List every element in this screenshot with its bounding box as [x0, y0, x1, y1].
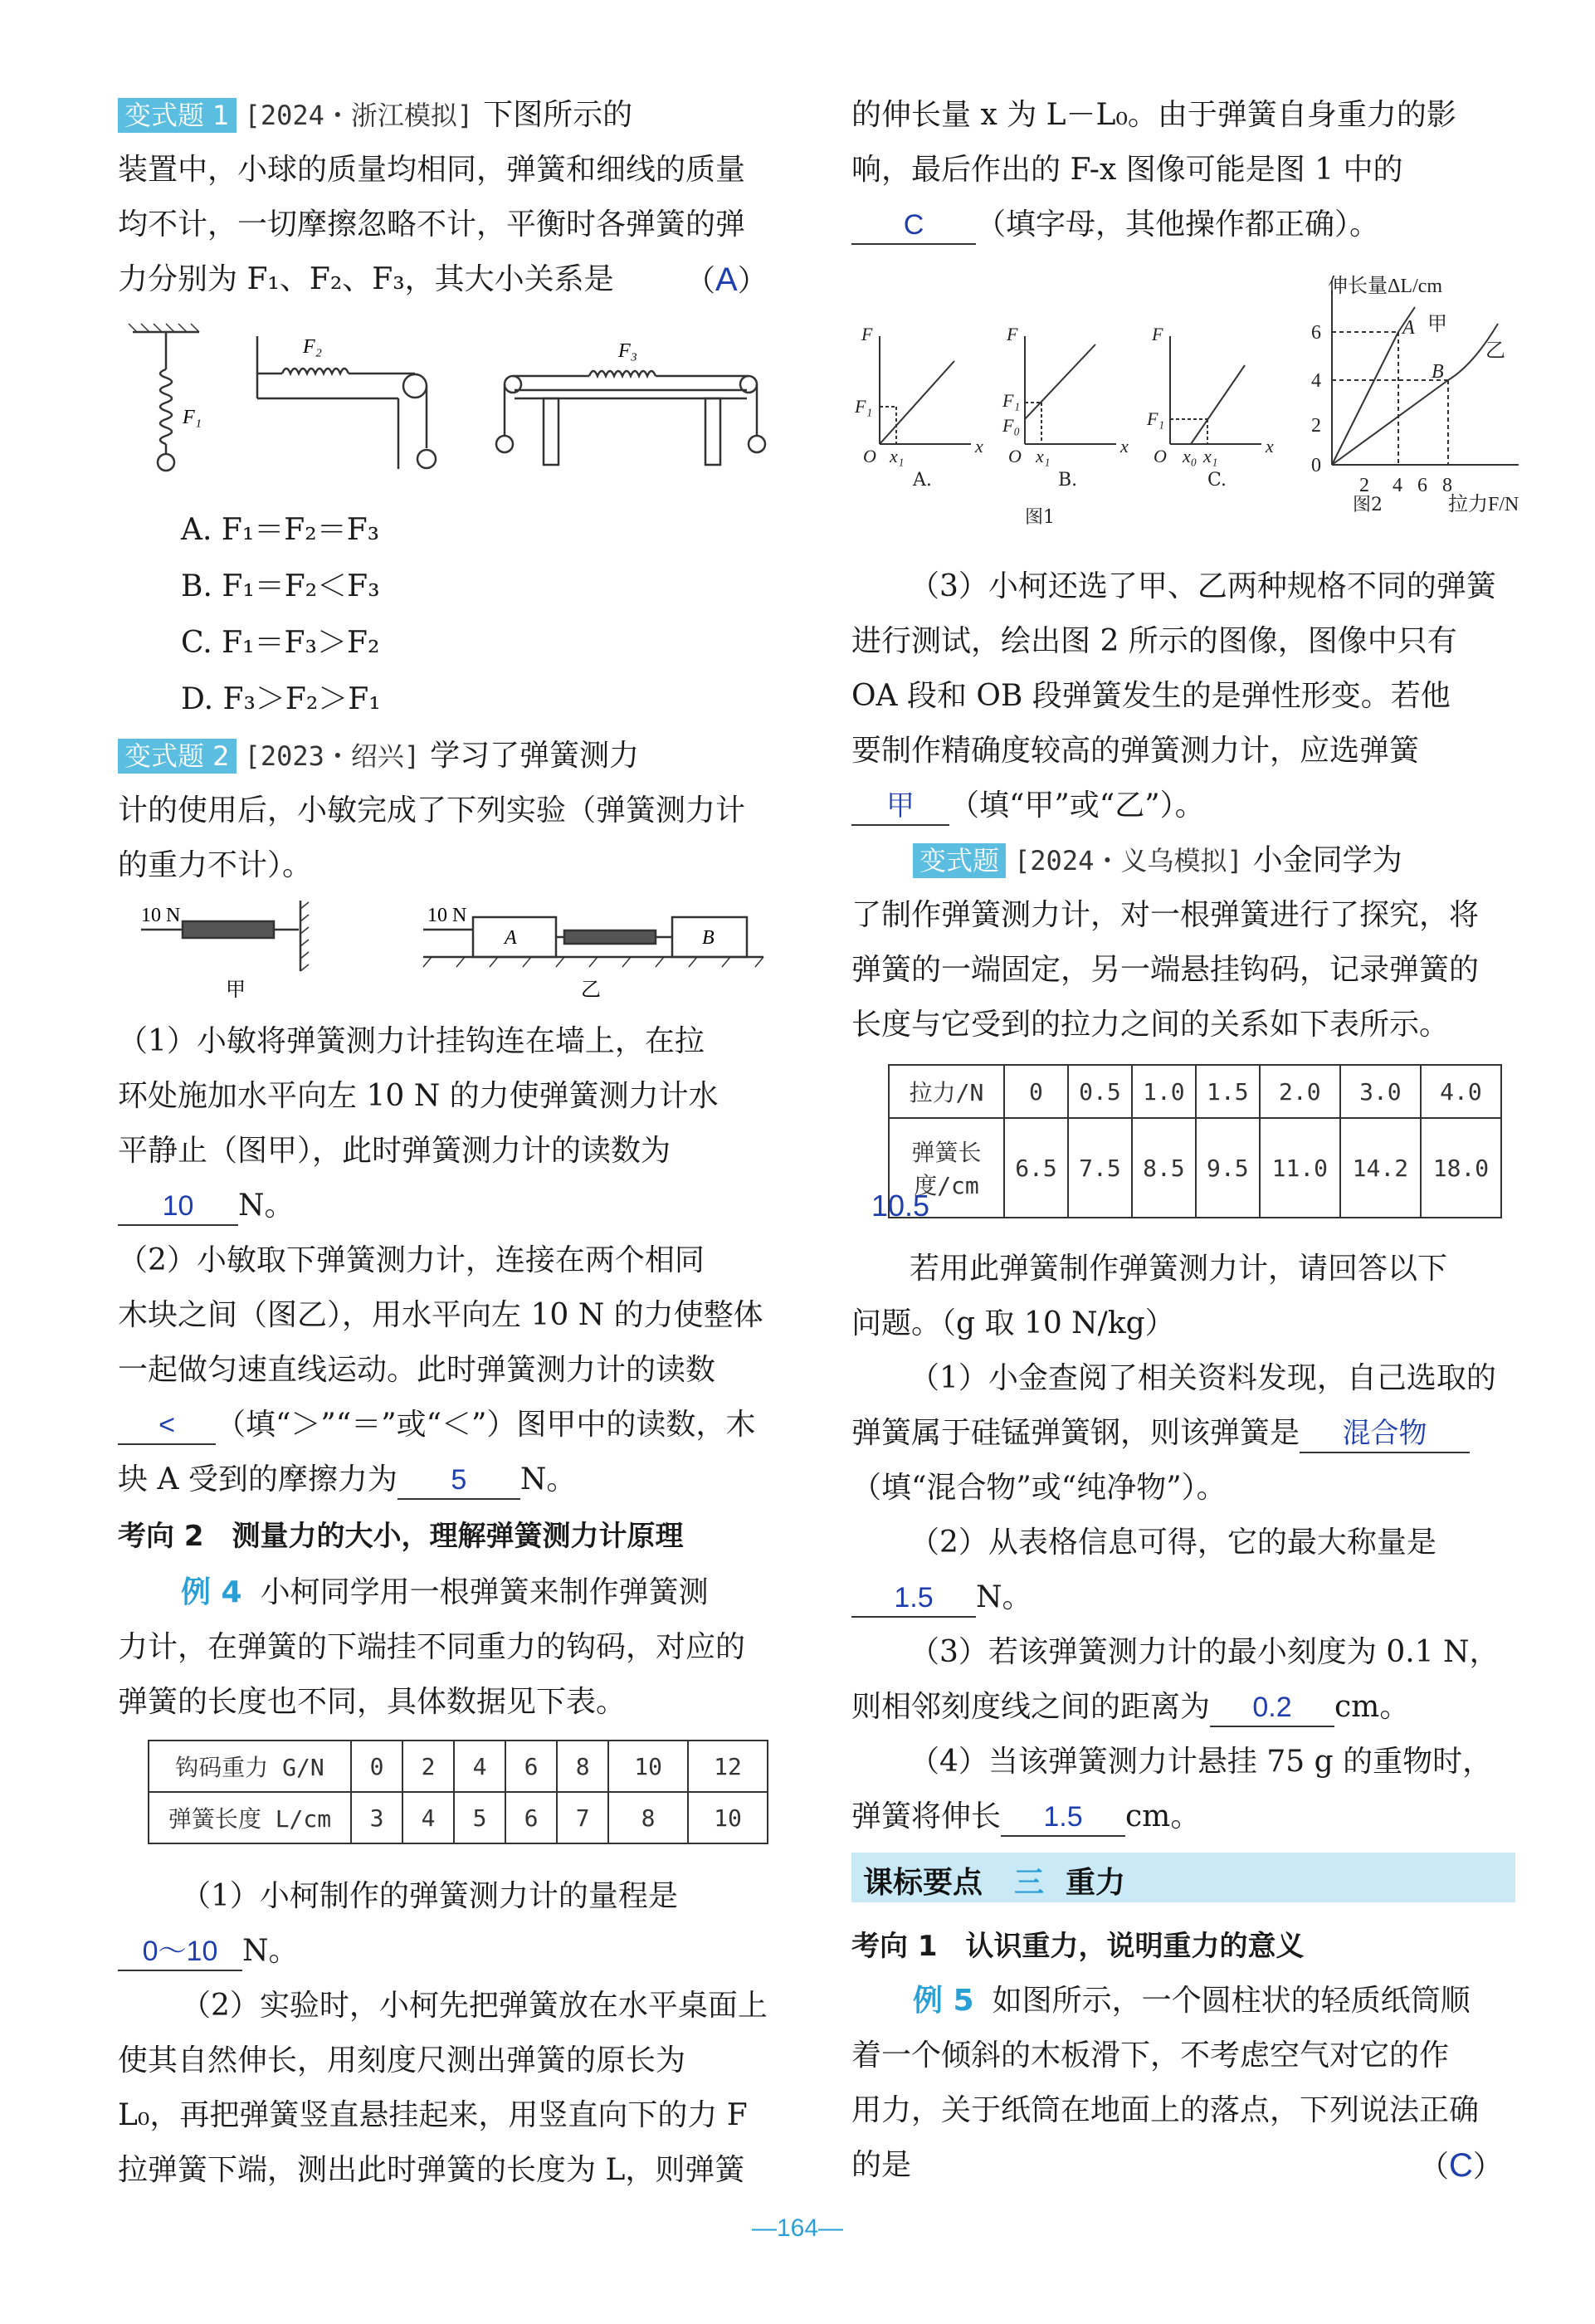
table-cell: 5 [454, 1792, 505, 1843]
text-line: 环处施加水平向左 10 N 的力使弹簧测力计水 [118, 1079, 719, 1113]
line-yi: 乙 [1485, 340, 1505, 362]
answer-blank: < [118, 1407, 216, 1445]
answer-blank: C [851, 207, 976, 245]
table-cell: 2 [402, 1741, 454, 1792]
label-x0: x₀ [1183, 446, 1197, 466]
example5-first-line [913, 1974, 1471, 2029]
handwritten-note: 10.5 [871, 1189, 930, 1223]
answer-blank: 混合物 [1300, 1415, 1470, 1453]
answer-line [118, 1452, 576, 1507]
origin: O [863, 446, 876, 466]
table-cell: 0 [351, 1741, 402, 1792]
answer-line [118, 1179, 295, 1233]
table-header: 拉力/N [889, 1065, 1004, 1118]
text: 块 A 受到的摩擦力为 [118, 1462, 398, 1496]
text-line: 弹簧的长度也不同，具体数据见下表。 [118, 1685, 627, 1719]
axis-x: x [1120, 436, 1129, 456]
text-line: 拉弹簧下端，测出此时弹簧的长度为 L，则弹簧 [118, 2153, 745, 2187]
force-label: 10 N [427, 905, 467, 926]
text: （填字母，其他操作都正确）。 [976, 208, 1380, 242]
table-cell: 4 [402, 1792, 454, 1843]
table-cell: 3 [351, 1792, 402, 1843]
table-cell: 0.5 [1068, 1065, 1132, 1118]
x-axis-label: 拉力F/N [1448, 494, 1519, 515]
answer-blank: 0.2 [1210, 1689, 1334, 1727]
answer-line [118, 1398, 755, 1452]
label-x1: x₁ [1203, 446, 1218, 466]
table-cell: 8 [608, 1792, 688, 1843]
table-cell: 8 [557, 1741, 608, 1792]
table-cell: 11.0 [1260, 1118, 1340, 1218]
table-cell: 1.0 [1132, 1065, 1196, 1118]
unit: N。 [976, 1580, 1032, 1614]
answer-value: A [715, 261, 738, 298]
unit: cm。 [1125, 1799, 1201, 1833]
table-cell: 4 [454, 1741, 505, 1792]
label-x1: x₁ [890, 446, 905, 466]
section-heading: 考向 2 测量力的大小，理解弹簧测力计原理 [118, 1520, 684, 1553]
line-jia: 甲 [1427, 314, 1447, 335]
graph-label-a: A. [913, 470, 932, 491]
section-topic: 重力 [1066, 1866, 1126, 1900]
text: 小柯同学用一根弹簧来制作弹簧测 [260, 1575, 709, 1609]
spring-setups-figure [124, 320, 772, 481]
header-part: 度/cm [914, 1172, 979, 1199]
table-cell: 10 [688, 1792, 768, 1843]
text-line: 的是 [851, 2148, 912, 2182]
label-f1: F₁ [1002, 390, 1021, 411]
answer-value: C [1449, 2147, 1473, 2184]
table-cell: 12 [688, 1741, 768, 1792]
source: [2024・浙江模拟] [244, 100, 474, 131]
y-tick: 2 [1311, 415, 1321, 437]
text-line: （3）若该弹簧测力计的最小刻度为 0.1 N， [910, 1635, 1500, 1669]
text-line: （2）小敏取下弹簧测力计，连接在两个相同 [118, 1243, 705, 1277]
section-title: 课标要点 [863, 1866, 983, 1900]
variant-tag: 变式题 1 [118, 98, 237, 133]
text-line: 学习了弹簧测力 [430, 739, 640, 773]
text-line: 着一个倾斜的木板滑下，不考虑空气对它的作 [851, 2038, 1450, 2073]
text-line: 若用此弹簧制作弹簧测力计，请回答以下 [910, 1252, 1448, 1286]
text-line: 了制作弹簧测力计，对一根弹簧进行了探究，将 [851, 898, 1480, 932]
text-line: （1）小柯制作的弹簧测力计的量程是 [181, 1879, 678, 1913]
x-tick: 6 [1417, 475, 1427, 496]
text-line: L₀，再把弹簧竖直悬挂起来，用竖直向下的力 F [118, 2098, 748, 2132]
block-a-label: A [505, 927, 517, 949]
force-length-table [888, 1064, 1502, 1218]
graph-label-b: B. [1058, 470, 1078, 491]
y-tick: 4 [1311, 370, 1321, 392]
text-line: OA 段和 OB 段弹簧发生的是弹性形变。若他 [851, 679, 1451, 713]
table-cell: 1.5 [1196, 1065, 1260, 1118]
y-tick: 0 [1311, 455, 1321, 476]
unit: N。 [242, 1934, 299, 1968]
table-header: 弹簧长度 L/cm [149, 1792, 351, 1843]
text: 弹簧属于硅锰弹簧钢，则该弹簧是 [851, 1416, 1300, 1450]
section-heading: 考向 1 认识重力，说明重力的意义 [851, 1930, 1305, 1963]
text-line: 使其自然伸长，用刻度尺测出弹簧的原长为 [118, 2043, 686, 2077]
label-f2: F₂ [303, 336, 323, 358]
text-line: 均不计，一切摩擦忽略不计，平衡时各弹簧的弹 [118, 208, 746, 242]
option-d: D. F₃＞F₂＞F₁ [181, 682, 381, 716]
unit: cm。 [1334, 1690, 1410, 1724]
example4-first-line [181, 1565, 709, 1620]
graph-label-c: C. [1207, 470, 1227, 491]
caption-yi: 乙 [581, 978, 601, 1001]
text-line: 进行测试，绘出图 2 所示的图像，图像中只有 [851, 624, 1457, 658]
weight-length-table [148, 1740, 768, 1844]
figure1-graphs [855, 320, 1286, 535]
force-label: 10 N [141, 905, 181, 926]
table-cell: 10 [608, 1741, 688, 1792]
text-line: 弹簧的一端固定，另一端悬挂钩码，记录弹簧的 [851, 953, 1480, 987]
text-line: （3）小柯还选了甲、乙两种规格不同的弹簧 [910, 569, 1496, 603]
axis-x: x [975, 436, 983, 456]
text-line: 木块之间（图乙），用水平向左 10 N 的力使整体 [118, 1298, 763, 1332]
table-cell: 7.5 [1068, 1118, 1132, 1218]
unit: N。 [519, 1462, 577, 1496]
table-cell: 18.0 [1421, 1118, 1501, 1218]
label-f0: F₀ [1002, 415, 1021, 436]
caption-jia: 甲 [226, 978, 246, 1001]
text-line: 长度与它受到的拉力之间的关系如下表所示。 [851, 1008, 1450, 1042]
source: [2024・义乌模拟] [1014, 845, 1243, 876]
point-a: A [1402, 317, 1415, 339]
text: 则相邻刻度线之间的距离为 [851, 1690, 1211, 1724]
answer-blank: 0～10 [118, 1933, 242, 1971]
answer-line [851, 1406, 1470, 1461]
figure-caption: 图1 [1025, 507, 1055, 528]
label-f3: F₃ [618, 340, 638, 362]
section-banner [851, 1853, 1515, 1902]
page-number: —164— [751, 2214, 844, 2242]
variant-tag: 变式题 [913, 843, 1006, 878]
text-line: 平静止（图甲），此时弹簧测力计的读数为 [118, 1134, 671, 1168]
axis-f: F [1152, 324, 1163, 344]
unit: N。 [238, 1189, 295, 1223]
table-cell: 6.5 [1004, 1118, 1068, 1218]
text-line: （4）当该弹簧测力计悬挂 75 g 的重物时， [910, 1745, 1493, 1779]
text: （填“＞”“＝”或“＜”）图甲中的读数，木 [216, 1408, 756, 1442]
origin: O [1154, 446, 1167, 466]
variant2-first-line [118, 729, 639, 784]
table-cell: 6 [505, 1792, 557, 1843]
label-f1: F₁ [855, 396, 873, 417]
answer-blank: 5 [398, 1462, 520, 1500]
variant-first-line [913, 833, 1402, 888]
text: 如图所示，一个圆柱状的轻质纸筒顺 [992, 1984, 1471, 2018]
text: 弹簧将伸长 [851, 1799, 1002, 1833]
y-axis-label: 伸长量ΔL/cm [1328, 276, 1443, 297]
block-b-label: B [702, 927, 715, 949]
answer-blank: 1.5 [1001, 1799, 1125, 1837]
x-tick: 8 [1442, 475, 1452, 496]
source: [2023・绍兴] [244, 740, 421, 772]
answer-line [851, 779, 1205, 833]
text-line: （1）小敏将弹簧测力计挂钩连在墙上，在拉 [118, 1024, 705, 1058]
text-line: （2）从表格信息可得，它的最大称量是 [910, 1526, 1436, 1560]
example-tag: 例 5 [913, 1984, 974, 2018]
option-b: B. F₁＝F₂＜F₃ [181, 569, 380, 603]
answer-line [118, 1924, 299, 1979]
text-line: 力计，在弹簧的下端挂不同重力的钩码，对应的 [118, 1630, 746, 1664]
option-c: C. F₁＝F₃＞F₂ [181, 626, 380, 660]
answer-bracket: （C） [1419, 2147, 1503, 2184]
table-header: 钩码重力 G/N [149, 1741, 351, 1792]
answer-line [851, 198, 1379, 252]
axis-f: F [861, 324, 873, 344]
text-line: 计的使用后，小敏完成了下列实验（弹簧测力计 [118, 793, 746, 828]
text-line: 的重力不计）。 [118, 848, 313, 882]
origin: O [1008, 446, 1022, 466]
point-b: B [1432, 361, 1444, 383]
answer-line [851, 1680, 1409, 1735]
answer-line [851, 1570, 1032, 1625]
header-part: 弹簧长 [911, 1139, 982, 1166]
text: （填“甲”或“乙”）。 [949, 788, 1205, 823]
option-a: A. F₁＝F₂＝F₃ [181, 513, 380, 547]
x-tick: 4 [1393, 475, 1402, 496]
text: 小金同学为 [1252, 843, 1402, 877]
table-cell: 14.2 [1340, 1118, 1421, 1218]
answer-blank: 1.5 [851, 1579, 976, 1618]
table-cell: 0 [1004, 1065, 1068, 1118]
text-line: 问题。（g 取 10 N/kg） [851, 1306, 1175, 1340]
x-tick: 2 [1359, 475, 1369, 496]
answer-blank: 10 [118, 1188, 238, 1226]
figure-caption: 图2 [1353, 495, 1383, 515]
text-line: （2）实验时，小柯先把弹簧放在水平桌面上 [181, 1989, 768, 2023]
text-line: 用力，关于纸筒在地面上的落点，下列说法正确 [851, 2093, 1480, 2127]
table-cell: 8.5 [1132, 1118, 1196, 1218]
table-cell: 4.0 [1421, 1065, 1501, 1118]
text-line: 下图所示的 [483, 98, 633, 132]
axis-f: F [1007, 324, 1018, 344]
spring-scale-figure [133, 901, 780, 1004]
table-cell: 3.0 [1340, 1065, 1421, 1118]
text-line: 一起做匀速直线运动。此时弹簧测力计的读数 [118, 1353, 716, 1387]
table-cell: 6 [505, 1741, 557, 1792]
table-cell: 9.5 [1196, 1118, 1260, 1218]
axis-x: x [1266, 436, 1274, 456]
label-f1: F₁ [1147, 408, 1165, 429]
y-tick: 6 [1311, 322, 1321, 344]
label-f1: F₁ [183, 407, 202, 428]
text-line: 要制作精确度较高的弹簧测力计，应选弹簧 [851, 734, 1420, 768]
variant-tag: 变式题 2 [118, 739, 237, 774]
table-cell: 2.0 [1260, 1065, 1340, 1118]
section-number: 三 [1014, 1866, 1045, 1900]
example-tag: 例 4 [181, 1575, 242, 1609]
answer-blank: 甲 [851, 788, 949, 826]
text-line: 的伸长量 x 为 L－L₀。由于弹簧自身重力的影 [851, 98, 1456, 132]
text-line: （1）小金查阅了相关资料发现，自己选取的 [910, 1361, 1496, 1395]
text-line: （填“混合物”或“纯净物”）。 [851, 1471, 1227, 1505]
answer-bracket: （A） [685, 261, 768, 298]
label-x1: x₁ [1036, 446, 1051, 466]
variant1-first-line [118, 88, 632, 143]
text-line: 响，最后作出的 F-x 图像可能是图 1 中的 [851, 153, 1403, 187]
text-line: 装置中，小球的质量均相同，弹簧和细线的质量 [118, 153, 746, 187]
answer-line [851, 1789, 1200, 1844]
text-line: 力分别为 F₁、F₂、F₃，其大小关系是 [118, 262, 614, 296]
table-cell: 7 [557, 1792, 608, 1843]
figure2-graph [1286, 274, 1568, 523]
